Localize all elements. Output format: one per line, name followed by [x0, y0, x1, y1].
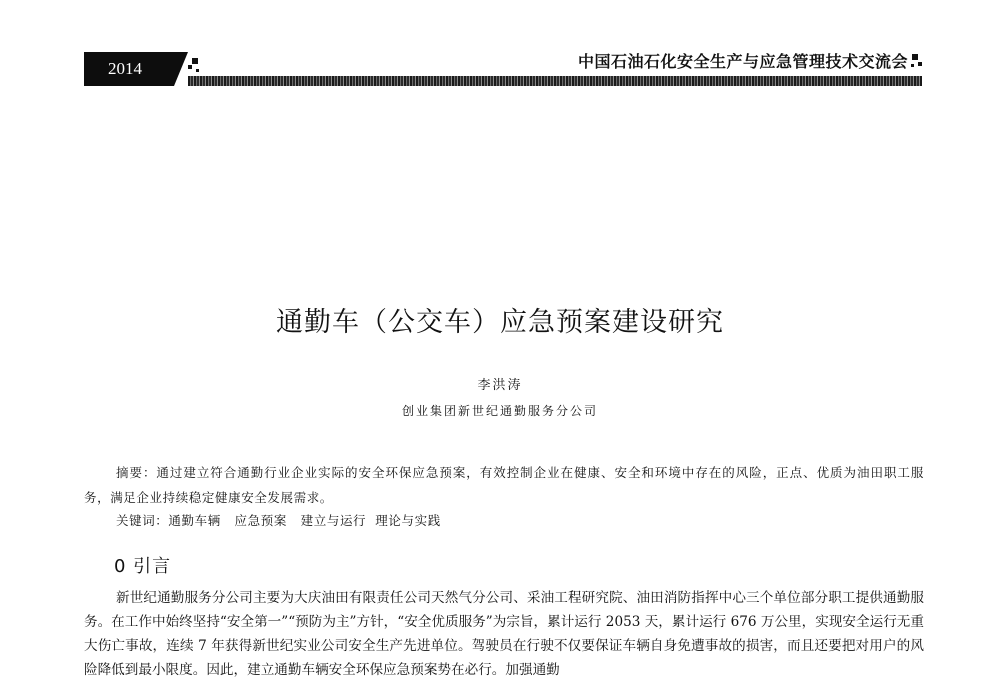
- header-year-wedge: [174, 52, 188, 86]
- abstract-label: 摘要：: [116, 465, 157, 480]
- header-year: 2014: [84, 52, 174, 86]
- header-right-square-ornament-tiny: [911, 64, 914, 67]
- running-header: [84, 52, 922, 86]
- abstract-text: 通过建立符合通勤行业企业实际的安全环保应急预案，有效控制企业在健康、安全和环境中存在的风险，正点、优质为油田职工服务，满足企业持续稳定健康安全发展需求。: [84, 465, 924, 505]
- abstract: [84, 460, 924, 510]
- introduction-paragraph: 新世纪通勤服务分公司主要为大庆油田有限责任公司天然气分公司、采油工程研究院、油田消防指挥中心三个单位部分职工提供通勤服务。在工作中始终坚持“安全第一”“预防为主”方针，“安全优质服务”为宗旨，累计运行 2053 天，累计运行 676 万公里，实现安全运行无重大伤亡事故，连续 7 年获得新世纪实业公司安全生产先进单位。驾驶员在行驶不仅要保证车辆自身免遭事故的损害，而且还要把对用户的风险降低到最小限度。因此，建立通勤车辆安全环保应急预案势在必行。加强通勤: [84, 590, 924, 678]
- keywords-text: 通勤车辆 应急预案 建立与运行 理论与实践: [168, 513, 441, 528]
- header-right-square-ornament: [912, 54, 918, 60]
- keywords-label: 关键词：: [116, 513, 169, 528]
- header-right-square-ornament-small: [918, 62, 922, 66]
- header-left-square-ornament-small: [188, 65, 192, 69]
- header-left-square-ornament: [192, 58, 198, 64]
- paper-title: 通勤车（公交车）应急预案建设研究: [276, 307, 724, 338]
- paper-author: 李洪涛: [477, 378, 523, 393]
- paper-affiliation: 创业集团新世纪通勤服务分公司: [401, 404, 598, 418]
- header-rule: [188, 76, 922, 86]
- section-heading-introduction: 0 引言: [114, 556, 172, 577]
- header-conference-title: 中国石油石化安全生产与应急管理技术交流会: [577, 52, 908, 71]
- header-left-square-ornament-tiny: [196, 69, 199, 72]
- keywords: [116, 510, 441, 532]
